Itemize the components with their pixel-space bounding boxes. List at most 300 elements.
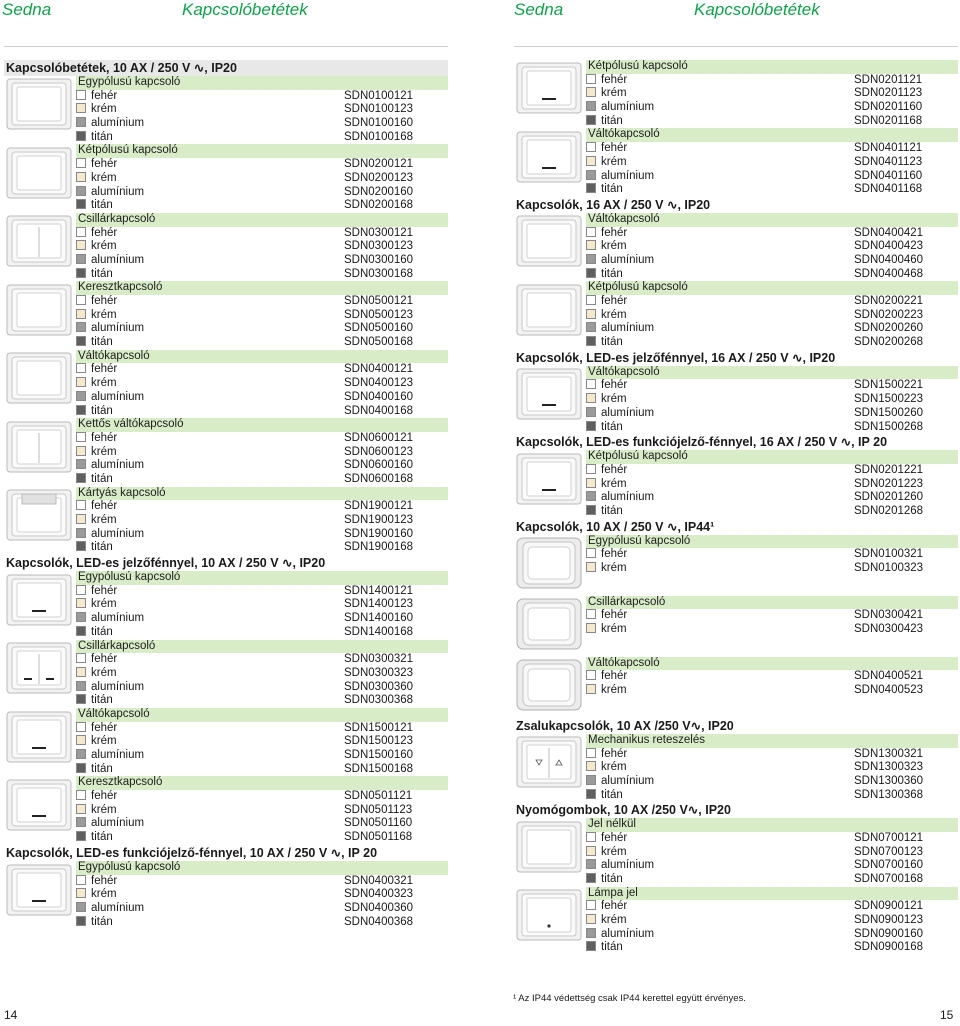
product-type-heading: Kétpólusú kapcsoló bbox=[586, 60, 958, 74]
page-number-right: 15 bbox=[940, 1008, 954, 1022]
product-code: SDN0700123 bbox=[854, 845, 924, 858]
variant-row bbox=[514, 609, 958, 623]
product-code: SDN0201268 bbox=[854, 504, 924, 517]
header-rule bbox=[4, 46, 448, 47]
color-swatch-icon bbox=[586, 240, 596, 250]
color-name: fehér bbox=[91, 431, 118, 444]
variant-row bbox=[514, 914, 958, 928]
footnote: ¹ Az IP44 védettség csak IP44 kerettel együtt érvényes. bbox=[513, 993, 746, 1004]
color-swatch-icon bbox=[76, 322, 86, 332]
color-swatch-icon bbox=[76, 916, 86, 926]
product-code: SDN1500223 bbox=[854, 393, 924, 406]
color-swatch-icon bbox=[586, 941, 596, 951]
color-name: alumínium bbox=[91, 749, 145, 761]
product-code: SDN0400523 bbox=[854, 684, 924, 697]
variant-row bbox=[514, 379, 958, 393]
color-name: titán bbox=[91, 267, 113, 280]
variant-row bbox=[4, 528, 448, 542]
variant-row bbox=[4, 694, 448, 708]
variant-row bbox=[4, 227, 448, 241]
color-name: alumínium bbox=[91, 185, 145, 198]
variant-row bbox=[4, 514, 448, 528]
variant-row bbox=[4, 790, 448, 804]
product-code: SDN0400368 bbox=[344, 915, 414, 928]
variant-row bbox=[514, 775, 958, 789]
variant-row bbox=[4, 322, 448, 336]
variant-row bbox=[514, 900, 958, 914]
variant-row bbox=[4, 459, 448, 473]
product-code: SDN0100160 bbox=[344, 117, 414, 130]
variant-row bbox=[514, 309, 958, 323]
color-name: titán bbox=[91, 762, 113, 775]
color-name: titán bbox=[601, 941, 623, 954]
color-name: alumínium bbox=[91, 817, 145, 830]
brand-name: Sedna bbox=[514, 0, 564, 19]
variant-row bbox=[514, 183, 958, 197]
color-swatch-icon bbox=[76, 240, 86, 250]
section-heading: Nyomógombok, 10 AX /250 V∿, IP20 bbox=[514, 802, 958, 818]
product-code: SDN0201123 bbox=[854, 87, 923, 100]
color-swatch-icon bbox=[586, 336, 596, 346]
product-code: SDN0200168 bbox=[344, 199, 414, 212]
variant-row bbox=[4, 240, 448, 254]
product-type-heading: Váltókapcsoló bbox=[586, 657, 958, 671]
color-swatch-icon bbox=[586, 393, 596, 403]
color-swatch-icon bbox=[586, 859, 596, 869]
product-code: SDN0400323 bbox=[344, 888, 414, 901]
color-swatch-icon bbox=[76, 363, 86, 373]
product-code: SDN1300360 bbox=[854, 774, 924, 787]
product-code: SDN0401160 bbox=[854, 169, 923, 182]
color-name: titán bbox=[91, 472, 113, 485]
color-swatch-icon bbox=[76, 749, 86, 759]
variant-row bbox=[4, 90, 448, 104]
color-name: krém bbox=[91, 735, 117, 748]
color-name: alumínium bbox=[601, 253, 655, 266]
color-name: krém bbox=[91, 377, 117, 390]
color-name: alumínium bbox=[601, 406, 655, 419]
product-code: SDN0300323 bbox=[344, 666, 414, 679]
variant-row bbox=[4, 585, 448, 599]
color-swatch-icon bbox=[586, 505, 596, 515]
color-swatch-icon bbox=[76, 199, 86, 209]
product-code: SDN0300421 bbox=[854, 609, 924, 622]
product-code: SDN0200121 bbox=[344, 158, 414, 171]
product-code: SDN1500268 bbox=[854, 420, 924, 433]
product-code: SDN0201168 bbox=[854, 114, 923, 127]
color-swatch-icon bbox=[586, 295, 596, 305]
variant-row bbox=[514, 74, 958, 88]
product-code: SDN0600123 bbox=[344, 445, 414, 458]
color-name: alumínium bbox=[91, 253, 145, 266]
color-name: alumínium bbox=[601, 774, 655, 787]
variant-row bbox=[4, 446, 448, 460]
variant-row bbox=[4, 158, 448, 172]
color-name: titán bbox=[91, 199, 113, 212]
product-code: SDN0400421 bbox=[854, 226, 924, 239]
variant-row bbox=[514, 505, 958, 519]
variant-row bbox=[4, 377, 448, 391]
variant-row bbox=[4, 598, 448, 612]
product-code: SDN0300123 bbox=[344, 240, 414, 253]
color-swatch-icon bbox=[586, 183, 596, 193]
variant-row bbox=[4, 681, 448, 695]
variant-row bbox=[514, 789, 958, 803]
product-code: SDN1500168 bbox=[344, 762, 414, 775]
variant-row bbox=[514, 859, 958, 873]
product-code: SDN0600168 bbox=[344, 472, 414, 485]
product-code: SDN0501123 bbox=[344, 803, 413, 816]
variant-row bbox=[4, 763, 448, 777]
product-code: SDN1500123 bbox=[344, 735, 414, 748]
section-heading: Kapcsolók, 16 AX / 250 V ∿, IP20 bbox=[514, 197, 958, 213]
variant-row bbox=[4, 363, 448, 377]
color-swatch-icon bbox=[76, 831, 86, 841]
color-name: titán bbox=[601, 873, 623, 885]
color-name: fehér bbox=[601, 831, 628, 844]
color-swatch-icon bbox=[586, 115, 596, 125]
product-code: SDN0400121 bbox=[344, 363, 414, 376]
color-swatch-icon bbox=[586, 407, 596, 417]
color-name: fehér bbox=[601, 226, 628, 239]
product-code: SDN1900121 bbox=[344, 500, 414, 513]
color-name: krém bbox=[601, 393, 627, 406]
product-code: SDN1900160 bbox=[344, 527, 414, 540]
product-code: SDN0401168 bbox=[854, 183, 923, 196]
product-code: SDN0500123 bbox=[344, 308, 414, 321]
variant-row bbox=[514, 684, 958, 698]
color-swatch-icon bbox=[76, 598, 86, 608]
color-swatch-icon bbox=[586, 609, 596, 619]
product-type-heading: Kettős váltókapcsoló bbox=[76, 418, 448, 432]
product-code: SDN0300368 bbox=[344, 694, 414, 707]
color-name: alumínium bbox=[601, 927, 655, 940]
color-name: krém bbox=[601, 684, 627, 697]
color-name: alumínium bbox=[91, 390, 145, 403]
variant-row bbox=[4, 309, 448, 323]
color-swatch-icon bbox=[586, 623, 596, 633]
color-name: alumínium bbox=[91, 322, 145, 335]
color-swatch-icon bbox=[586, 832, 596, 842]
color-name: alumínium bbox=[601, 169, 655, 182]
color-name: krém bbox=[91, 308, 117, 321]
product-type-heading: Mechanikus reteszelés bbox=[586, 734, 958, 748]
product-code: SDN0300121 bbox=[344, 226, 414, 239]
product-type-heading: Egypólusú kapcsoló bbox=[586, 535, 958, 549]
color-swatch-icon bbox=[76, 336, 86, 346]
color-name: krém bbox=[601, 155, 627, 168]
product-code: SDN1400123 bbox=[344, 598, 414, 611]
product-code: SDN1300368 bbox=[854, 788, 924, 801]
product-code: SDN1500221 bbox=[854, 379, 924, 392]
variant-row bbox=[4, 902, 448, 916]
color-swatch-icon bbox=[76, 172, 86, 182]
product-code: SDN0200260 bbox=[854, 322, 924, 335]
variant-row bbox=[4, 199, 448, 213]
color-swatch-icon bbox=[586, 846, 596, 856]
product-code: SDN0300321 bbox=[344, 653, 414, 666]
product-type-heading: Kártyás kapcsoló bbox=[76, 487, 448, 501]
product-code: SDN0400468 bbox=[854, 267, 924, 280]
color-name: fehér bbox=[601, 463, 628, 476]
product-code: SDN0400521 bbox=[854, 670, 924, 683]
color-name: titán bbox=[91, 694, 113, 707]
header-title: Kapcsolóbetétek bbox=[694, 0, 820, 19]
color-swatch-icon bbox=[586, 670, 596, 680]
variant-row bbox=[4, 500, 448, 514]
color-swatch-icon bbox=[586, 789, 596, 799]
product-code: SDN0100323 bbox=[854, 562, 924, 574]
variant-row bbox=[514, 156, 958, 170]
color-name: alumínium bbox=[601, 101, 655, 114]
product-type-heading: Jel nélkül bbox=[586, 818, 958, 832]
color-swatch-icon bbox=[586, 914, 596, 924]
color-name: fehér bbox=[91, 721, 118, 734]
section-heading: Kapcsolóbetétek, 10 AX / 250 V ∿, IP20 bbox=[4, 60, 448, 76]
color-name: fehér bbox=[601, 548, 628, 561]
variant-row bbox=[4, 268, 448, 282]
color-swatch-icon bbox=[586, 87, 596, 97]
product-code: SDN0400460 bbox=[854, 253, 924, 266]
product-type-heading: Egypólusú kapcsoló bbox=[76, 76, 448, 90]
page-number-left: 14 bbox=[4, 1008, 18, 1022]
color-swatch-icon bbox=[76, 653, 86, 663]
color-swatch-icon bbox=[76, 694, 86, 704]
product-code: SDN0400423 bbox=[854, 240, 924, 253]
variant-row bbox=[4, 336, 448, 350]
variant-row bbox=[514, 101, 958, 115]
color-name: fehér bbox=[601, 609, 628, 622]
color-swatch-icon bbox=[586, 268, 596, 278]
product-type-heading: Csillárkapcsoló bbox=[586, 596, 958, 610]
color-name: krém bbox=[601, 623, 627, 636]
color-name: fehér bbox=[91, 500, 118, 513]
color-name: krém bbox=[601, 477, 627, 490]
color-name: fehér bbox=[601, 747, 628, 760]
color-name: krém bbox=[91, 103, 117, 116]
variant-row bbox=[4, 391, 448, 405]
color-swatch-icon bbox=[76, 528, 86, 538]
product-type-heading: Csillárkapcsoló bbox=[76, 640, 448, 654]
variant-row bbox=[514, 115, 958, 129]
color-name: titán bbox=[91, 915, 113, 928]
product-code: SDN0401123 bbox=[854, 155, 923, 168]
color-name: krém bbox=[91, 514, 117, 526]
variant-row bbox=[4, 405, 448, 419]
left-column-catalog bbox=[4, 60, 448, 929]
product-type-heading: Váltókapcsoló bbox=[586, 128, 958, 142]
variant-row bbox=[514, 941, 958, 955]
color-name: titán bbox=[91, 625, 113, 638]
product-code: SDN1500121 bbox=[344, 721, 414, 734]
variant-row bbox=[4, 888, 448, 902]
color-name: fehér bbox=[91, 653, 118, 666]
color-swatch-icon bbox=[76, 405, 86, 415]
section-heading: Kapcsolók, 10 AX / 250 V ∿, IP44¹ bbox=[514, 519, 958, 535]
color-swatch-icon bbox=[76, 391, 86, 401]
color-name: fehér bbox=[91, 790, 118, 803]
color-swatch-icon bbox=[76, 103, 86, 113]
variant-row bbox=[514, 846, 958, 860]
header-title: Kapcsolóbetétek bbox=[182, 0, 308, 19]
header-right bbox=[514, 0, 960, 22]
product-code: SDN0400321 bbox=[344, 874, 414, 887]
product-code: SDN1300323 bbox=[854, 761, 924, 774]
color-swatch-icon bbox=[76, 131, 86, 141]
color-swatch-icon bbox=[76, 888, 86, 898]
color-swatch-icon bbox=[586, 464, 596, 474]
product-code: SDN1400121 bbox=[344, 584, 414, 597]
color-name: fehér bbox=[601, 670, 628, 683]
variant-row bbox=[514, 407, 958, 421]
product-code: SDN0300360 bbox=[344, 680, 414, 693]
variant-row bbox=[514, 491, 958, 505]
color-swatch-icon bbox=[586, 562, 596, 572]
color-name: krém bbox=[601, 308, 627, 321]
variant-row bbox=[4, 735, 448, 749]
color-name: fehér bbox=[91, 295, 118, 307]
variant-row bbox=[514, 254, 958, 268]
color-name: fehér bbox=[91, 158, 118, 171]
color-swatch-icon bbox=[76, 500, 86, 510]
color-swatch-icon bbox=[586, 775, 596, 785]
color-name: fehér bbox=[601, 379, 628, 392]
color-name: titán bbox=[91, 336, 113, 349]
color-name: fehér bbox=[91, 89, 118, 102]
color-name: titán bbox=[601, 267, 623, 280]
color-swatch-icon bbox=[76, 459, 86, 469]
section-heading: Kapcsolók, LED-es funkciójelző-fénnyel, 16 AX / 250 V ∿, IP 20 bbox=[514, 434, 958, 450]
product-code: SDN0700168 bbox=[854, 873, 924, 885]
color-swatch-icon bbox=[76, 117, 86, 127]
variant-row bbox=[514, 421, 958, 435]
color-swatch-icon bbox=[76, 186, 86, 196]
variant-row bbox=[4, 473, 448, 487]
color-name: alumínium bbox=[91, 680, 145, 693]
product-code: SDN0501168 bbox=[344, 831, 413, 844]
variant-row bbox=[514, 748, 958, 762]
color-swatch-icon bbox=[76, 790, 86, 800]
color-swatch-icon bbox=[586, 548, 596, 558]
color-name: krém bbox=[91, 666, 117, 679]
product-code: SDN0300168 bbox=[344, 267, 414, 280]
product-code: SDN0100123 bbox=[344, 103, 414, 116]
variant-row bbox=[514, 295, 958, 309]
color-name: titán bbox=[601, 420, 623, 433]
product-code: SDN0700121 bbox=[854, 831, 924, 844]
color-name: titán bbox=[91, 541, 113, 554]
product-type-heading: Kétpólusú kapcsoló bbox=[76, 144, 448, 158]
color-name: alumínium bbox=[91, 527, 145, 540]
product-code: SDN0501121 bbox=[344, 790, 413, 803]
variant-row bbox=[514, 322, 958, 336]
color-name: titán bbox=[601, 114, 623, 127]
product-type-heading: Keresztkapcsoló bbox=[76, 281, 448, 295]
variant-row bbox=[514, 170, 958, 184]
product-code: SDN1400168 bbox=[344, 625, 414, 638]
color-swatch-icon bbox=[586, 156, 596, 166]
variant-row bbox=[514, 464, 958, 478]
color-swatch-icon bbox=[586, 684, 596, 694]
variant-row bbox=[4, 432, 448, 446]
header-left bbox=[2, 0, 462, 22]
product-code: SDN0501160 bbox=[344, 817, 413, 830]
color-swatch-icon bbox=[76, 875, 86, 885]
variant-row bbox=[514, 336, 958, 350]
color-swatch-icon bbox=[76, 902, 86, 912]
color-swatch-icon bbox=[586, 478, 596, 488]
color-swatch-icon bbox=[586, 748, 596, 758]
product-code: SDN0300423 bbox=[854, 623, 924, 636]
variant-row bbox=[514, 87, 958, 101]
color-swatch-icon bbox=[76, 804, 86, 814]
product-code: SDN0600160 bbox=[344, 459, 414, 472]
color-name: krém bbox=[601, 87, 627, 100]
header-rule bbox=[514, 46, 958, 47]
color-name: titán bbox=[601, 788, 623, 801]
color-swatch-icon bbox=[586, 421, 596, 431]
variant-row bbox=[514, 393, 958, 407]
color-swatch-icon bbox=[586, 900, 596, 910]
product-code: SDN0900168 bbox=[854, 941, 924, 954]
color-name: fehér bbox=[601, 900, 628, 913]
product-type-heading: Váltókapcsoló bbox=[586, 366, 958, 380]
color-name: fehér bbox=[91, 584, 118, 597]
color-name: titán bbox=[91, 130, 113, 143]
product-code: SDN1400160 bbox=[344, 612, 414, 625]
variant-row bbox=[4, 875, 448, 889]
product-code: SDN0200160 bbox=[344, 185, 414, 198]
color-swatch-icon bbox=[76, 585, 86, 595]
product-type-heading: Egypólusú kapcsoló bbox=[76, 861, 448, 875]
variant-row bbox=[4, 612, 448, 626]
color-name: krém bbox=[91, 240, 117, 253]
color-name: krém bbox=[601, 761, 627, 774]
color-swatch-icon bbox=[586, 170, 596, 180]
product-code: SDN0900160 bbox=[854, 927, 924, 940]
product-code: SDN0200123 bbox=[344, 171, 414, 184]
product-type-heading: Csillárkapcsoló bbox=[76, 213, 448, 227]
product-code: SDN0400360 bbox=[344, 901, 414, 914]
variant-row bbox=[4, 186, 448, 200]
color-name: alumínium bbox=[601, 859, 655, 872]
color-swatch-icon bbox=[76, 667, 86, 677]
color-swatch-icon bbox=[76, 254, 86, 264]
color-swatch-icon bbox=[76, 681, 86, 691]
color-name: titán bbox=[91, 831, 113, 844]
color-name: alumínium bbox=[91, 459, 145, 472]
color-swatch-icon bbox=[586, 227, 596, 237]
brand-name: Sedna bbox=[2, 0, 52, 19]
color-swatch-icon bbox=[586, 309, 596, 319]
color-swatch-icon bbox=[586, 74, 596, 84]
color-swatch-icon bbox=[76, 612, 86, 622]
variant-row bbox=[4, 722, 448, 736]
product-code: SDN0100121 bbox=[344, 89, 414, 102]
color-swatch-icon bbox=[76, 295, 86, 305]
right-column-catalog bbox=[514, 60, 958, 955]
color-name: fehér bbox=[91, 226, 118, 239]
color-swatch-icon bbox=[586, 254, 596, 264]
section-heading: Zsalukapcsolók, 10 AX /250 V∿, IP20 bbox=[514, 718, 958, 734]
color-swatch-icon bbox=[76, 626, 86, 636]
product-code: SDN0600121 bbox=[344, 431, 414, 444]
variant-row bbox=[4, 541, 448, 555]
color-name: krém bbox=[601, 914, 627, 927]
product-type-heading: Váltókapcsoló bbox=[76, 350, 448, 364]
product-code: SDN1900123 bbox=[344, 514, 414, 526]
color-swatch-icon bbox=[76, 309, 86, 319]
